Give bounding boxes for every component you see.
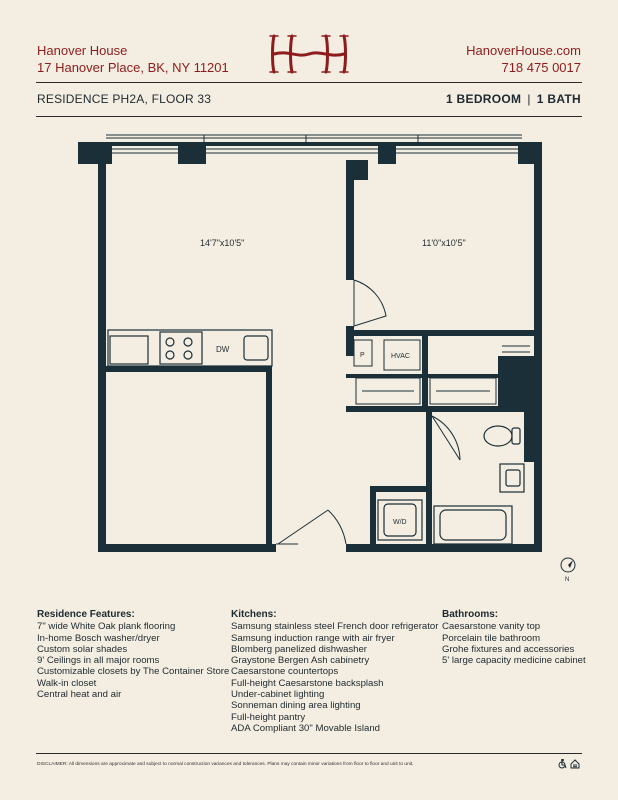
- feature-item: Under-cabinet lighting: [231, 689, 325, 701]
- feature-item: Graystone Bergen Ash cabinetry: [231, 655, 370, 667]
- header-divider: [36, 82, 582, 83]
- bathroom-features: [442, 609, 586, 666]
- kitchen-features: [231, 609, 438, 734]
- feature-item: Full-height Caesarstone backsplash: [231, 677, 384, 689]
- washer-dryer-label: W/D: [393, 519, 407, 526]
- accessibility-icons: [558, 759, 580, 769]
- residence-features-title: Residence Features:: [37, 609, 135, 620]
- website-link[interactable]: HanoverHouse.com: [466, 43, 581, 58]
- feature-item: ADA Compliant 30" Movable Island: [231, 722, 380, 734]
- phone-number: 718 475 0017: [501, 60, 581, 75]
- pantry-label: P: [360, 352, 365, 359]
- bedroom-count: 1 BEDROOM: [445, 92, 522, 106]
- feature-item: Custom solar shades: [37, 643, 128, 655]
- summary-separator: |: [527, 92, 531, 106]
- feature-item: In-home Bosch washer/dryer: [37, 632, 160, 644]
- feature-item: Central heat and air: [37, 689, 122, 701]
- bath-count: 1 BATH: [536, 92, 581, 106]
- hh-monogram-logo: [268, 34, 350, 74]
- dishwasher-label: DW: [216, 345, 230, 354]
- residence-features: [37, 609, 229, 700]
- living-room-dimensions: 14'7"x10'5": [200, 238, 245, 248]
- feature-item: Samsung stainless steel French door refrigerator: [231, 621, 439, 633]
- feature-item: 9' Ceilings in all major rooms: [37, 655, 160, 667]
- footer-divider: [36, 753, 582, 754]
- kitchen-counter: [108, 330, 272, 366]
- hvac-label: HVAC: [391, 353, 410, 360]
- compass-label: N: [565, 577, 570, 583]
- feature-item: Caesarstone vanity top: [442, 621, 541, 633]
- equal-housing-icon: [571, 760, 579, 768]
- wheelchair-icon: [559, 759, 566, 768]
- feature-item: 5' large capacity medicine cabinet: [442, 655, 586, 667]
- feature-item: 7" wide White Oak plank flooring: [37, 621, 176, 633]
- residence-title: RESIDENCE PH2A, FLOOR 33: [37, 92, 212, 106]
- building-info: [37, 42, 229, 76]
- north-arrow-icon: [560, 557, 576, 583]
- feature-item: Caesarstone countertops: [231, 666, 339, 678]
- building-address: 17 Hanover Place, BK, NY 11201: [37, 60, 229, 75]
- floor-plan: [78, 130, 542, 560]
- kitchen-features-title: Kitchens:: [231, 609, 277, 620]
- feature-item: Porcelain tile bathroom: [442, 632, 541, 644]
- contact-info: [466, 42, 581, 76]
- feature-item: Customizable closets by The Container Store: [37, 666, 230, 678]
- bath-fixtures: [378, 426, 524, 544]
- disclaimer: DISCLAIMER: All dimensions are approximate and subject to normal construction variances and tolerances. Plans may contain minor variations from floor to floor and unit to unit.: [37, 762, 414, 767]
- title-divider: [36, 116, 582, 117]
- feature-item: Sonneman dining area lighting: [231, 700, 361, 712]
- feature-item: Grohe fixtures and accessories: [442, 643, 575, 655]
- feature-item: Full-height pantry: [231, 711, 306, 723]
- feature-item: Walk-in closet: [37, 677, 97, 689]
- bedroom-dimensions: 11'0"x10'5": [422, 238, 466, 248]
- building-name: Hanover House: [37, 43, 128, 58]
- bathroom-features-title: Bathrooms:: [442, 609, 499, 620]
- unit-summary: [446, 92, 581, 106]
- feature-item: Blomberg panelized dishwasher: [231, 643, 367, 655]
- feature-item: Samsung induction range with air fryer: [231, 632, 395, 644]
